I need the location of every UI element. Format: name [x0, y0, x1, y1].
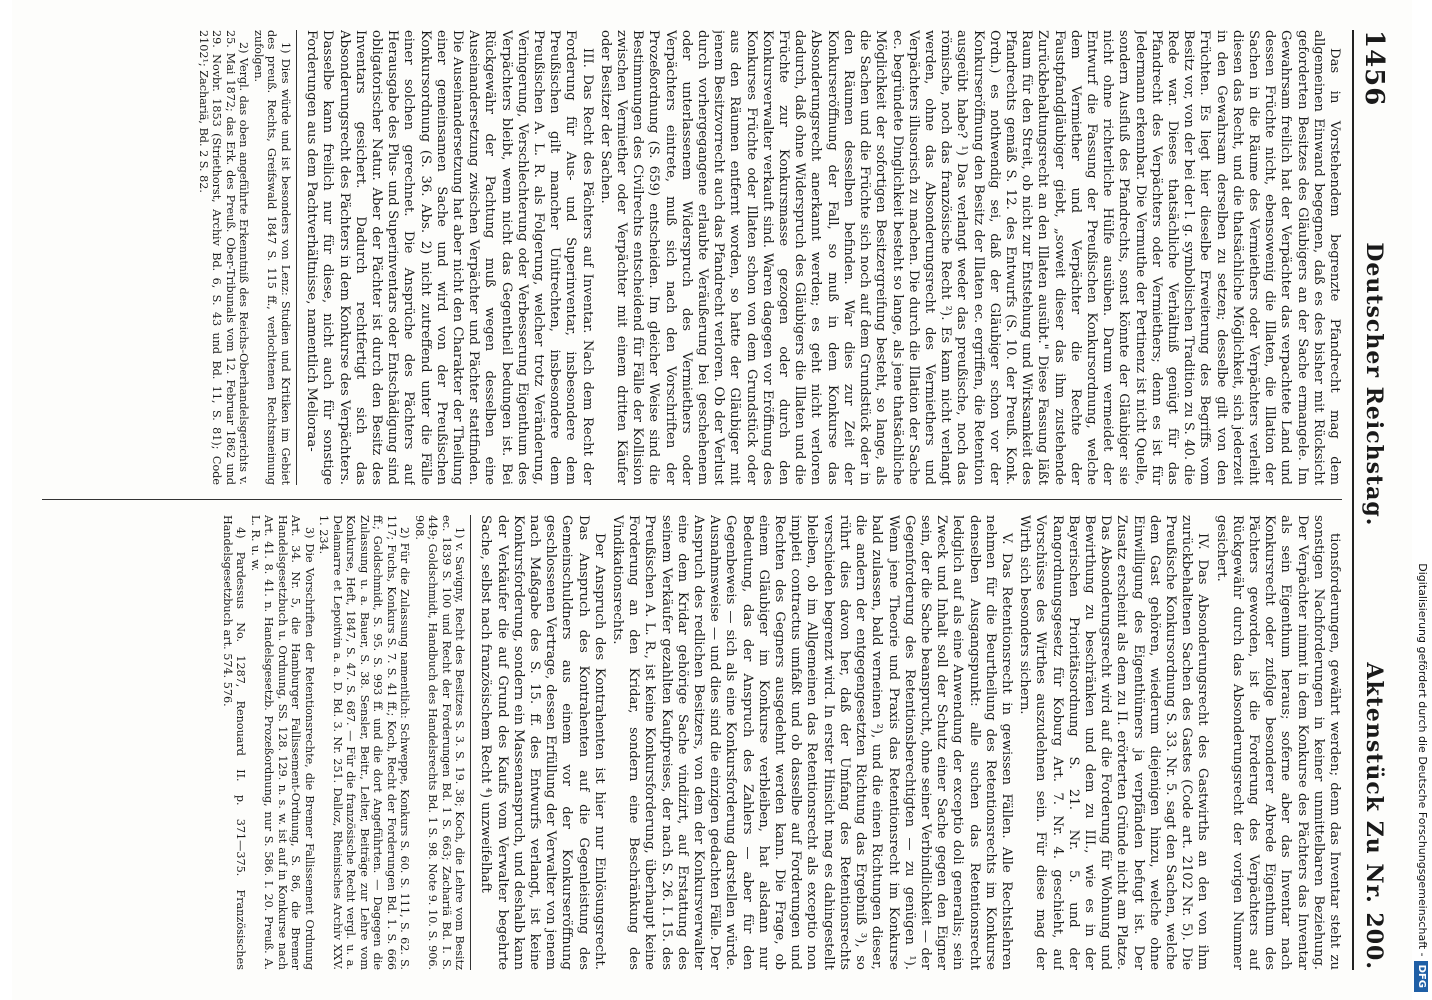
footnote: 4) Pardessus No. 1287, Renouard II. p. 371—375. Französisches Handelsgesetzbuch art. 574. 576. [220, 515, 248, 970]
footnote: 2) Für die Zulassung namentlich: Schweppe, Konkurs S. 60. S. 111, S. 62. S. 117; Fuchs, Konkurs S. 7. S. 41 ff.; Koch, Recht der Forderungen Bd. 1. S. 666 ff.; Goldschmidt, S. 95. S. 993 ff. und die dort Angeführten. — Dagegen die Zulassung u. a. Bauer, S. 38. Sensler, Beitr., Lelter, Beiträge zur Lehre vom Konkurse, Heft, 1847, S. 47. S. 687. — Für die französische Recht vergl. u. a. Delamarre et Lepoitvin a. a. D. Bd. 3. Nr. 251. Dalloz, Rheinisches Archiv XXV. 1. 234. [317, 515, 412, 970]
body-paragraph: III. Das Recht des Pächters auf Inventar. Nach dem Recht der Forderung für Aus- und Superinventar, insbesondere dem Preußischen gilt mancher Unitrechten, insbesondere dem Preußischen A. L. R. als Folgerung, welcher trotz Veränderung, Veringerung, Verschlechterung oder Verbesserung Eigenthum des Verpächters bleibt, wenn nicht das Gegentheil bedungen ist. Bei Rückgewähr der Pachtung muß wegen desselben eine Auseinandersetzung zwischen Verpächter und Pächter stattfinden. Die Auseinandersetzung hat aber nicht den Charakter der Theilung einer gemeinsamen Sache und wird von der Preußischen Konkursordnung (S. 36. Abs. 2) nicht zutreffend unter die Fälle einer solchen gerechnet. Die Ansprüche des Pächters auf Herausgabe des Plus- und Superinventars oder Entschädigung sind obligatorischer Natur. Aber der Pächter ist durch den Besitz des Inventars gesichert. Dadurch rechtfertigt sich das Absonderungsrecht des Pächters in dem Konkurse des Verpächters. Dasselbe kann freilich nur für diese, nicht auch für sonstige Forderungen aus dem Pachtverhältnisse, namentlich Melioraa- [304, 30, 595, 485]
left-column [22, 30, 1342, 485]
right-column [22, 515, 1342, 970]
footnote: 1) Dies würde und ist besonders von Lenz: Studien und Kritiken im Gebiet des preuß. Rechts, Greifswald 1847 S. 115 ff., verlochtenen Rechtsmeinung zufolgen. [252, 30, 292, 485]
footnote: 3) Die Vorschriften der Retentionsrechte, die Bremer Fallissement Ordnung Art. 34. Nr. 5, die Hamburger Fallissement-Ordnung, S. 86, die Bremer Handelsgesetzbuch u. Ordnung, SS. 128. 129. n. s. w. ist auf in Konkurse nach Art. 41. 8. 41. n. Handelsgesetzb. Prozeßordnung, nur S. 586. I. 20. Preuß. A. L. R. u. w. [248, 515, 316, 970]
body-paragraph: tionsforderungen, gewährt werden; denn das Inventar steht zu sonstigen Nachforderungen in keiner unmittelbaren Beziehung. Der Verpächter nimmt in dem Konkurse des Pächters das Inventar als sein Eigenthum heraus; soferne aber das Inventar nach Konkursrecht oder zufolge besonderer Abrede Eigenthum des Pächters geworden, ist die Forderung des Verpächters auf Rückgewähr durch das Absonderungsrecht der vorigen Nummer gesichert. [1213, 515, 1342, 970]
dfg-logo: DFG [1414, 961, 1428, 992]
page-number: 1456 [1359, 30, 1389, 107]
body-paragraph: IV. Das Absonderungsrecht des Gastwirths an den von ihm zurückbehaltenen Sachen des Gastes (Code art. 2102 Nr. 5). Die Preußische Konkursordnung S. 33. Nr. 5. sagt den Sachen, welche dem Gast gehören, wiederum diejenigen hinzu, welche ohne Einwilligung des Eigenthümers ja verpfänden befugt ist. Der Zusatz erscheint als dem zu II. erörterten Gründe nicht am Platze. Das Absonderungsrecht wird auf die Forderung für Wohnung und Bewirthung zu beschränken und dem zu III., wie es in der Bayerischen Prioritätsordnung S. 21. Nr. 5. und der Rangordnungsgesetz für Koburg Art. 7. Nr. 4. geschieht, auf Vorschüsse des Wirthes auszudehnen sein. Für diese mag der Wirth sich besonders sichern. [1017, 515, 1211, 970]
rotated-scanned-page [12, 0, 1412, 1000]
page-subtitle: Aktenstück Zu Nr. 200. [1361, 662, 1387, 970]
column-divider [42, 499, 1342, 500]
page-title: Deutscher Reichstag. [1361, 242, 1387, 527]
body-paragraph: Das in Vorstehendem begrenzte Pfandrecht mag dem allgemeinen Einwand begegnen, daß es des bisher mit Rücksicht geforderten Besitzes des Gläubigers an der Sache ermangele. Im Gewahrsam freilich hat der Verpächter das verpachtete Land und dessen Früchte nicht, ebensowenig die Illaten, die Illation der Sachen in die Räume des Vermiethers oder Verpächters verleiht diesen das Recht, und die thatsächliche Möglichkeit, sich jederzeit in den Gewahrsam derselben zu setzen; desselbe gilt von den Früchten. Es liegt hier dieselbe Erweiterung des Begriffs vom Besitz vor, von der bei der l. g. symbolischen Tradition zu S. 40. die Rede war. Dieses thatsächliche Verhältniß genügt für das Pfandrecht des Verpächters oder Vermiethers; denn es ist für Jedermann erkennbar. Die Vermuthe der Pertinenz ist nicht Quelle, sondern Ausfluß des Pfandrechts, sonst könnte der Gläubiger sie nicht ohne richterliche Hülfe ausüben. Darum vermeidet der Entwurf die Fassung der Preußischen Konkursordnung, welche dem Vermiether und Verpächter die Rechte der Faustpfandgläubiger giebt, „soweit dieser das ihm zustehende Zurückbehaltungsrecht an den Illaten ausübt." Diese Fassung läßt Raum für den Streit, ob nicht zur Entstehung und Wirksamkeit des Pfandrechts gemäß S. 12. des Entwurfs (S. 10. der Preuß. Konk. Ordn.) es nothwendig sei, daß der Gläubiger schon vor der Konkurseröffnung den Besitz der Illaten ec. ergriffen, die Retention ausgeübt habe? ¹) Das verlangt weder das preußische, noch das römische, noch das französische Recht ²). Es kann nicht verlangt werden, ohne das Absonderungsrecht des Vermiethers und Verpächters illusorisch zu machen. Die durch die Illation der Sache ec. begründete Dinglichkeit besteht so lange, als jene thatsächliche Möglichkeit der sofortigen Besitzergreifung besteht, so lange, als die Sachen und die Früchte sich noch auf dem Grundstück oder in den Räumen desselben befinden. War dies zur Zeit der Konkurseröffnung der Fall, so muß in dem Konkurse das Absonderungsrecht anerkannt werden; es geht nicht verloren dadurch, daß ohne Widerspruch des Gläubigers die Illaten und die Früchte zur Konkursmasse gezogen oder durch den Konkursverwalter verkauft sind. Waren dagegen vor Eröffnung des Konkurses Früchte oder Illaten schon von dem Grundstück oder aus den Räumen entfernt worden, so hatte der Gläubiger mit jenem Besitzvorrecht auch das Pfandrecht verloren. Ob der Verlust durch vorhergegangene erlaubte Veräußerung bei geschehenem oder unterlassenem Widerspruch des Vermiethers oder Verpächters eintrete, muß sich nach den Vorschriften der Prozeßordnung (S. 659) entscheiden. Im gleicher Weise sind die Bestimmungen des Civilrechts entscheidend für Fälle der Kollision zwischen Vermiether oder Verpächter mit einem dritten Käufer oder Besitzer der Sachen. [597, 30, 1342, 485]
credit-text: Digitalisierung gefördert durch die Deutsche Forschungsgemeinschaft - [1416, 563, 1429, 957]
body-paragraph: Der Anspruch des Kontrahenten ist hier nur Einlösungsrecht. Das Anspruch des Kontrahenten auf die Gegenleistung des Gemeinschuldners aus einem vor der Konkurseröffnung geschlossenen Vertrage, dessen Erfüllung der Verwalter von jenem nach Maßgabe des S. 15. ff. des Entwurfs verlangt, ist keine Konkursforderung, sondern ein Massenanspruch, und deshalb kann der Verkäufer die auf Grund des Kaufs vom Verwalter begehrte Sache, selbst nach französischem Recht ⁴) unzweifelhaft [478, 515, 607, 970]
body-paragraph: V. Das Retentionsrecht in gewissen Fällen. Alle Rechtslehren nehmen für die Beurtheilung des Retentionsrechts im Konkurse denselben Ausgangspunkt: alle suchen das Retentionsrecht lediglich auf als eine Anwendung der exceptio doli generalis; sein Zweck und Inhalt soll der Schutz einer Sache gegen den Eigner sein, der die Sache beansprucht, ohne seiner Verbindlichkeit — der Gegenforderung des Retentionsberechtigten — zu genügen ¹). Wenn jene Theorie und Praxis das Retentionsrecht im Konkurse bald zulassen, bald verneinen ²), und die einen Richtungen dieser, die andern der entgegengesetzten Richtung das Ergebniß ³), so rührt dies davon her, daß der Umfang des Retentionsrechts verschieden begrenzt wird. In erster Hinsicht mag es dahingestellt bleiben, ob im Allgemeinen das Retentionsrecht als exceptio non impleti contractus umfaßt und ob dasselbe auf Forderungen und Rechten des Gegners ausgedehnt werden kann. Die Frage, ob einem Gläubiger im Konkurse verbleiben, hat alsdann nur Bedeutung, das der Anspruch des Zahlers — aber für den Gegenbeweis — sich als eine Konkursforderung darstellen würde. Ausnahmsweise — und dies sind die einzigen gedachten Fälle. Der Anspruch des redlichen Besitzers, von dem der Konkursverwalter eine dem Kridar gehörige Sache vindizirt, auf Erstattung des seinem Verkäufer gezahlten Kaufpreises, der nach S. 26. I. 15. des Preußischen A. L. R., ist keine Konkursforderung, überhaupt keine Forderung an den Kridar, sondern eine Beschränkung des Vindikationsrechts. [610, 515, 1014, 970]
footnote: 2) Vergl. das oben angeführte Erkenntniß des Reichs-Oberhandelsgerichts v. 25. Mai 1872; das Erk. des Preuß. Ober-Tribunals vom 12. Februar 1862 und 29. Novbr. 1853 (Striethorst, Archiv Bd. 6, S. 43 und Bd. 11, S. 81); Code 2102¹; Zachariä, Bd. 2 S. 82. [197, 30, 251, 485]
digitization-credit-sidebar [1412, 0, 1432, 1000]
page-header [1352, 30, 1394, 970]
footnote: 1) v. Savigny, Recht des Besitzes S. 3. S. 19. 38; Koch, die Lehre vom Besitz ec. 1839 S. 100 und Recht der Forderungen Bd. 1 S. 663; Zachariä Bd. I. S. 449; Goldschmidt, Handbuch des Handelsrechts Bd. 1 S. 98. Note 9. 10. S. 906. 908. [412, 515, 467, 970]
digitization-credit [1412, 0, 1432, 1000]
footnotes [220, 515, 471, 970]
footnotes [197, 30, 298, 485]
